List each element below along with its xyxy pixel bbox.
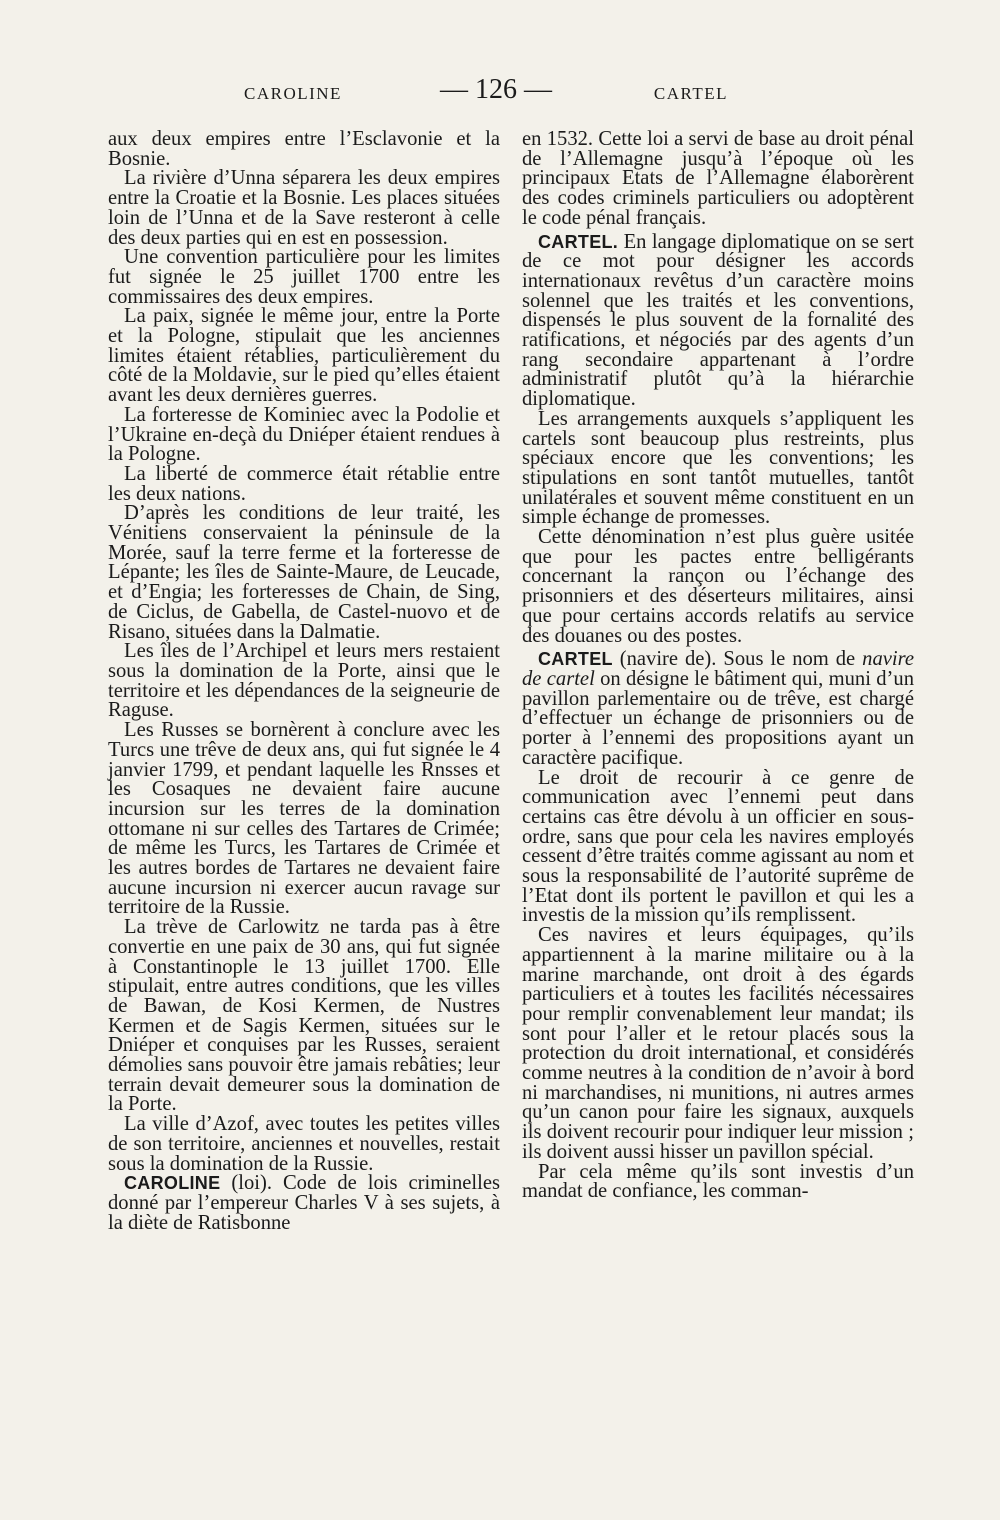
paragraph: Cette dénomination n’est plus guère usitée que pour les pactes entre belligérants concernant la rançon ou l’échange des prisonniers et des déserteurs militaires, ainsi que pour certains accords relatifs au service des douanes ou des postes.: [522, 526, 914, 647]
paragraph: Les îles de l’Archipel et leurs mers restaient sous la domination de la Porte, ainsi que le territoire et les dépendances de la seigneurie de Raguse.: [108, 640, 500, 722]
entry-qualifier: (loi).: [220, 1172, 272, 1195]
paragraph: Ces navires et leurs équipages, qu’ils appartiennent à la marine militaire ou à la marine marchande, ont droit à des égards particuliers et à toutes les facilités nécessaires pour remplir convenablement leur mandat; ils sont pour l’aller et le retour placés sous la protection du droit international, et considérés comme neutres à la condition de n’avoir à bord ni marchandises, ni munitions, ni autres armes qu’un canon pour faire les signaux, auxquels ils doivent recourir pour indiquer leur mission ; ils doivent aussi hisser un pavillon spécial.: [522, 924, 914, 1163]
paragraph: en 1532. Cette loi a servi de base au droit pénal de l’Allemagne jusqu’à l’époque où les principaux Etats de l’Allemagne élaborèrent des codes criminels particuliers ou adoptèrent le code pénal français.: [522, 128, 914, 229]
entry-cartel: [522, 230, 914, 411]
paragraph: Par cela même qu’ils sont investis d’un mandat de confiance, les comman-: [522, 1160, 914, 1203]
entry-text: Sous le nom de: [716, 648, 863, 671]
entry-headword: CARTEL.: [538, 231, 619, 252]
paragraph: La ville d’Azof, avec toutes les petites villes de son territoire, anciennes et nouvelles, restait sous la domination de la Russie.: [108, 1113, 500, 1175]
paragraph: La forteresse de Kominiec avec la Podolie et l’Ukraine en-deçà du Dniéper étaient rendues à la Pologne.: [108, 403, 500, 466]
entry-text: on désigne le bâtiment qui, muni d’un pavillon parlementaire ou de trêve, est chargé d’effectuer un échange de prisonniers ou de porter à l’ennemi des propositions ayant un caractère pacifique.: [522, 667, 914, 769]
paragraph: La liberté de commerce était rétablie entre les deux nations.: [108, 462, 500, 505]
entry-qualifier: (navire de).: [612, 648, 717, 671]
entry-caroline: [108, 1174, 500, 1233]
page-number: — 126 —: [440, 74, 552, 105]
paragraph: Une convention particulière pour les limites fut signée le 25 juillet 1700 entre les commissaires des deux empires.: [108, 246, 500, 308]
paragraph: D’après les conditions de leur traité, les Vénitiens conservaient la péninsule de la Morée, sauf la terre ferme et la forteresse de Lépante; les îles de Sainte-Maure, de Leucade, et d’Engia; les forteresses de Chain, de Sing, de Ciclus, de Gabella, de Castel-nuovo et de Risano, situées dans la Dalmatie.: [108, 502, 500, 643]
entry-text: Code de lois criminelles donné par l’empereur Charles V à ses sujets, à la diète de Ratisbonne: [108, 1172, 500, 1234]
entry-cartel-navire: [522, 650, 914, 768]
paragraph: aux deux empires entre l’Esclavonie et la Bosnie.: [108, 128, 500, 170]
entry-headword: CARTEL: [538, 649, 613, 670]
italic-term: navire de cartel: [522, 648, 915, 690]
paragraph: La rivière d’Unna séparera les deux empires entre la Croatie et la Bosnie. Les places situées loin de l’Unna et de la Save resteront à celle des deux parties qui en est en possession.: [108, 167, 500, 249]
entry-headword: CAROLINE: [124, 1173, 221, 1194]
entry-text: En langage diplomatique on se sert de ce mot pour désigner les accords internationaux revêtus d’un caractère moins solennel que les traités et les conventions, dispensés le plus souvent de la fornalité des ratifications, et négociés par des agents d’un rang secondaire appartenant à l’ordre administratif plutôt qu’à la hiérarchie diplomatique.: [522, 230, 914, 411]
paragraph: La paix, signée le même jour, entre la Porte et la Pologne, stipulait que les anciennes limites étaient rétablies, particulièrement du côté de la Moldavie, sur le pied qu’elles étaient avant les deux dernières guerres.: [108, 305, 500, 407]
running-header: [200, 72, 800, 112]
left-column: [108, 130, 500, 1233]
paragraph: Les arrangements auxquels s’appliquent les cartels sont beaucoup plus restreints, plus spéciaux encore que les conventions; les stipulations en sont tantôt mutuelles, tantôt unilatérales et souvent même constituent en un simple échange de promesses.: [522, 407, 914, 529]
paragraph: La trève de Carlowitz ne tarda pas à être convertie en une paix de 30 ans, qui fut signée à Constantinople le 13 juillet 1700. Elle stipulait, entre autres conditions, que les villes de Bawan, de Kosi Kermen, de Nustres Kermen et de Sagis Kermen, situées sur le Dniéper et conquises par les Russes, seraient démolies sans pouvoir être jamais rebâties; leur terrain devait demeurer sous la domination de la Porte.: [108, 916, 500, 1116]
paragraph: Les Russes se bornèrent à conclure avec les Turcs une trêve de deux ans, qui fut signée le 4 janvier 1799, et pendant laquelle les Rnsses et les Cosaques ne devaient faire aucune incursion sur les terres de la domination ottomane ni sur celles des Tartares de Crimée; de même les Turcs, les Tartares de Crimée et les autres bordes de Tartares ne devaient faire aucune incursion ni exercer aucun ravage sur territoire de la Russie.: [108, 719, 500, 919]
header-right-keyword: CARTEL: [653, 84, 728, 103]
header-left-keyword: CAROLINE: [244, 84, 342, 103]
paragraph: Le droit de recourir à ce genre de communication avec l’ennemi peut dans certains cas être dévolu à un officier en sous-ordre, sans que pour cela les navires employés cessent d’être traités comme agissant au nom et sous la responsabilité de l’autorité suprême de l’Etat dont ils portent le pavillon et qui les a investis de la mission qu’ils remplissent.: [522, 766, 914, 927]
right-column: [522, 130, 914, 1202]
